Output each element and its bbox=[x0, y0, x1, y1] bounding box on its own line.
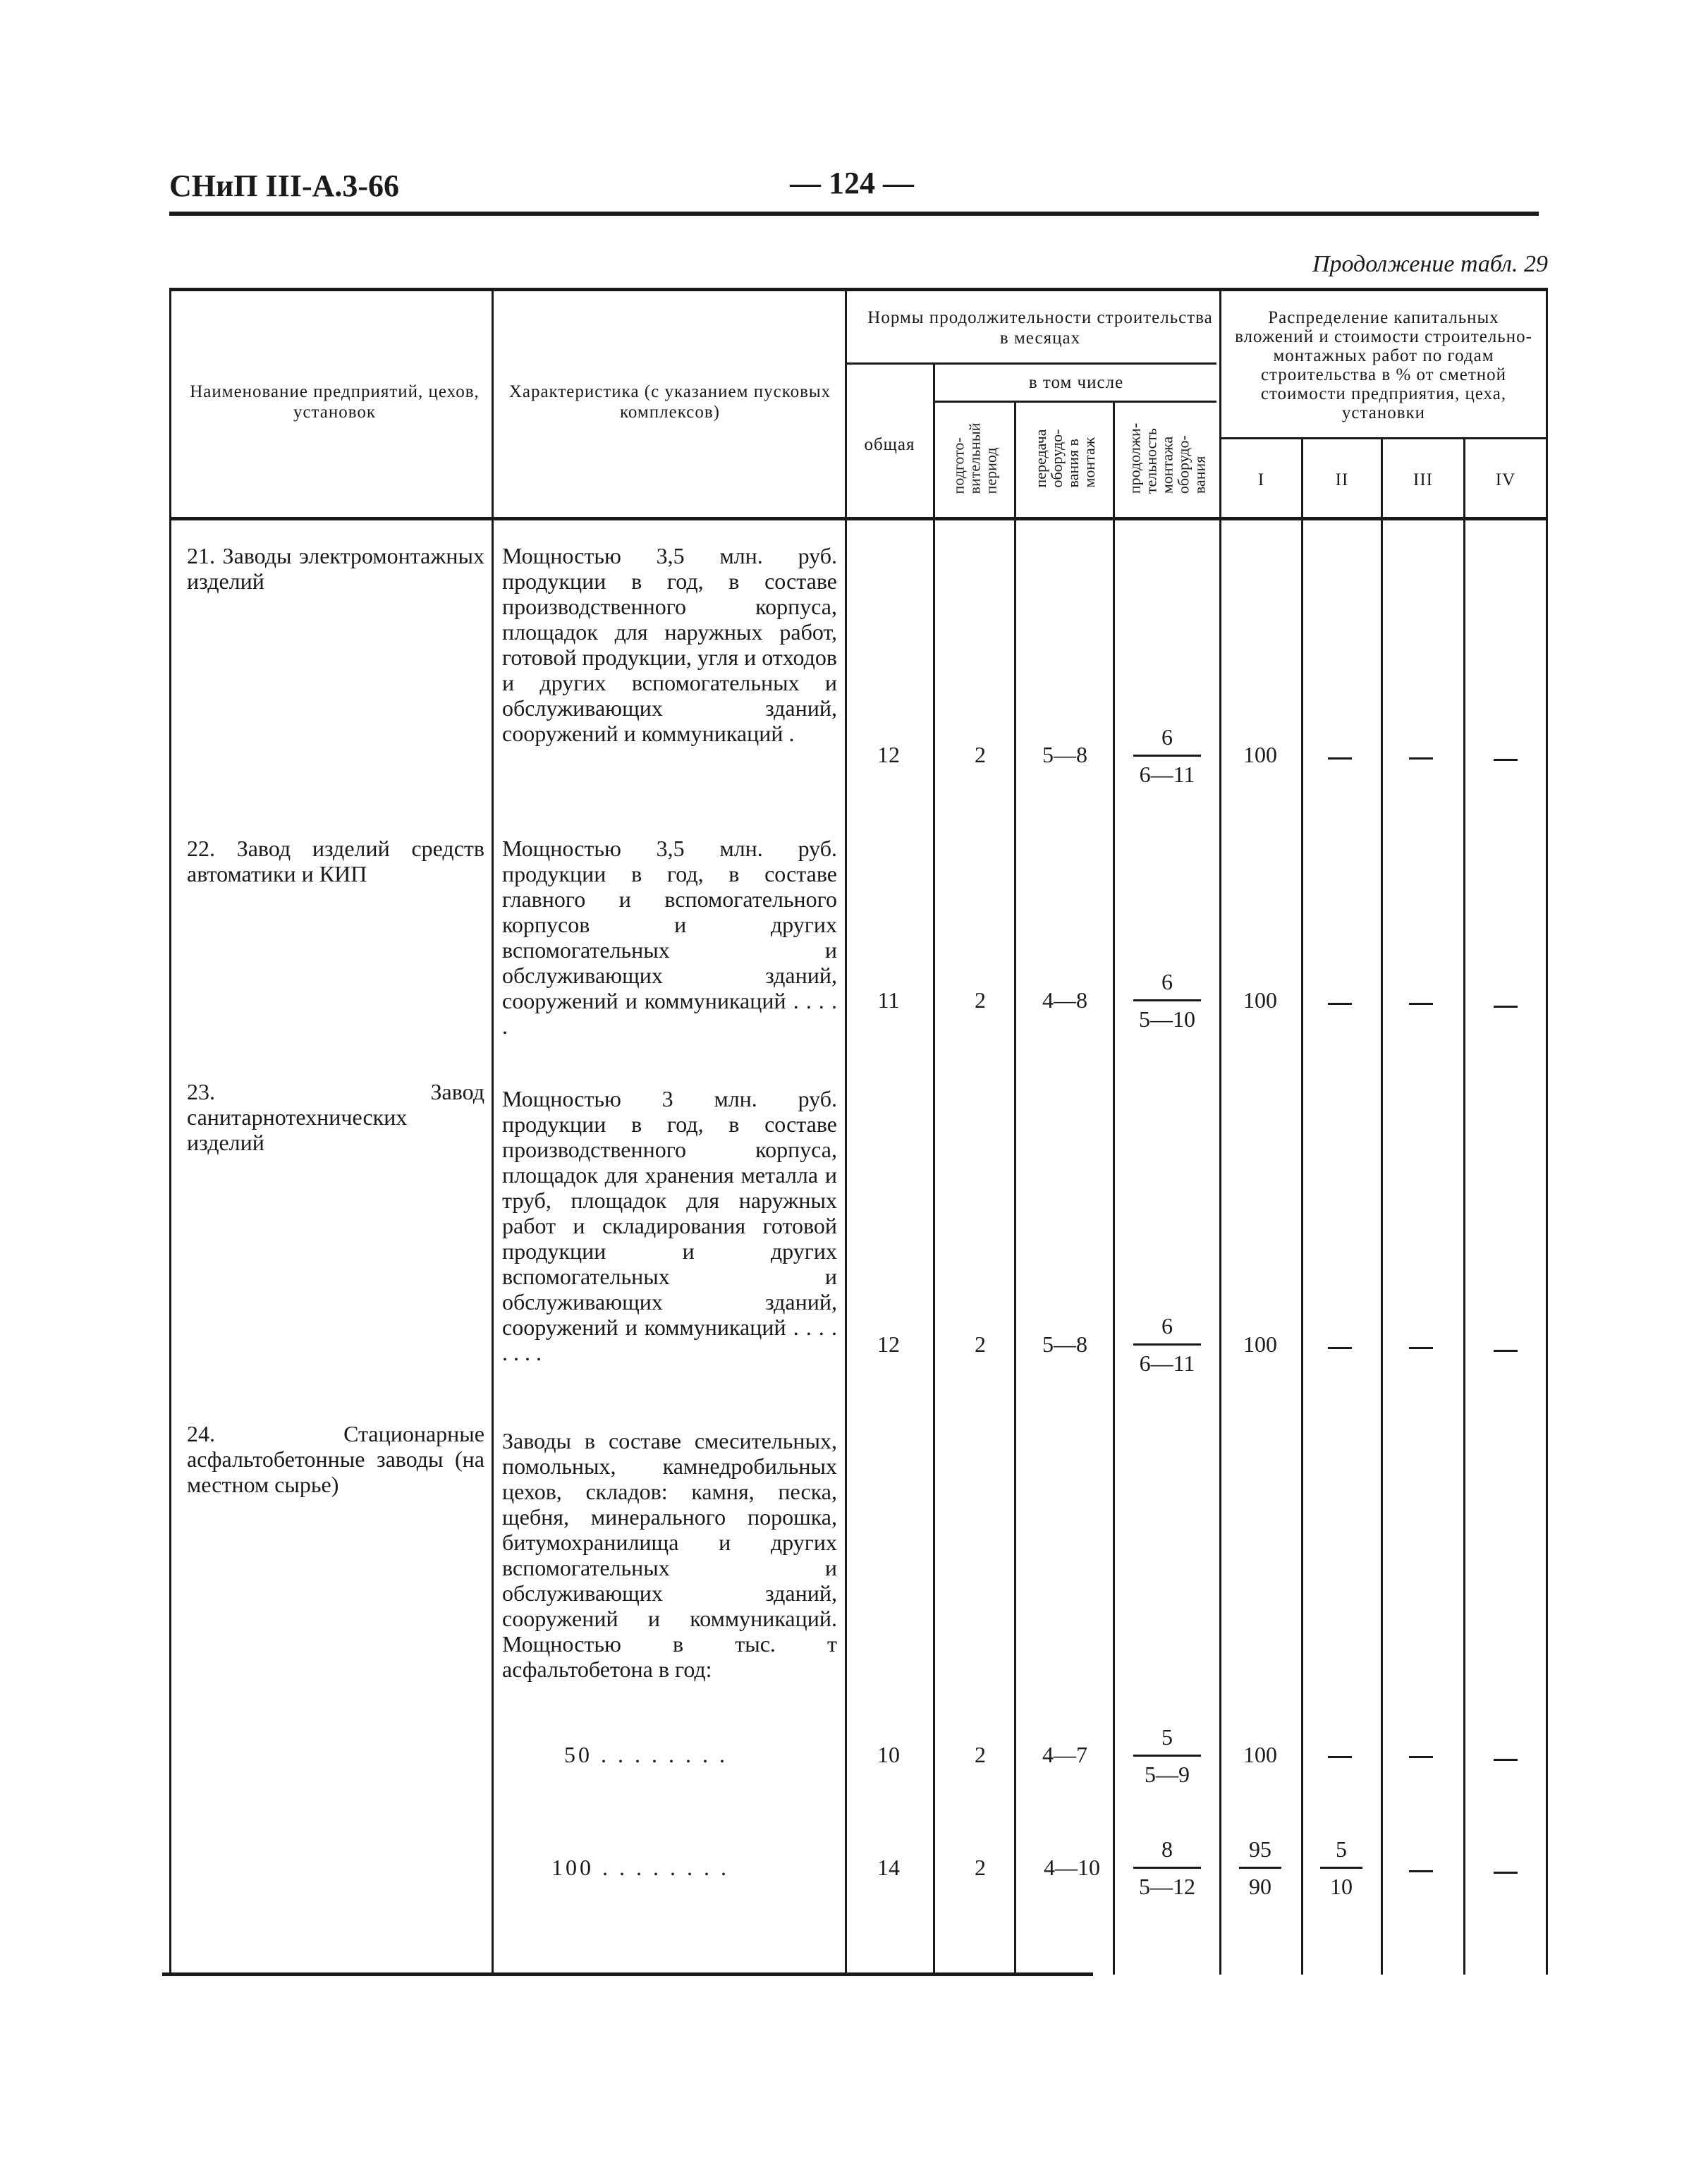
header-year-1: I bbox=[1257, 470, 1265, 489]
value-year-2-dash bbox=[1328, 1347, 1352, 1349]
header-year-2: II bbox=[1335, 470, 1349, 489]
col-rule-year1 bbox=[1301, 437, 1303, 1975]
value-year-4-dash bbox=[1494, 1759, 1518, 1761]
fraction-bar bbox=[1320, 1867, 1362, 1869]
value-transfer: 5—8 bbox=[1042, 1331, 1087, 1357]
value-prep: 2 bbox=[975, 1331, 986, 1357]
header-bottom-rule bbox=[169, 517, 1548, 520]
row-description: Мощностью 3 млн. руб. продукции в год, в составе производственного корпуса, площадок для хранения металла и труб, площадок для наружных работ и складирования готовой продукции и других вспомогательных и обслуживающих зданий, сооружений и коммуникаций . . . . . . . . bbox=[502, 1086, 837, 1365]
header-distribution-group: Распределение капитальных вложений и стоимости строительно-монтажных работ по годам строительства в % от сметной стоимости предприятия, цеха, установки bbox=[1235, 307, 1532, 422]
header-rule bbox=[169, 212, 1539, 216]
fraction-denominator: 90 bbox=[1249, 1874, 1271, 1899]
header-install: продолжи- тельность монтажа оборудо- вания bbox=[1126, 422, 1209, 494]
header-transfer: передача оборудо- вания в монтаж bbox=[1032, 429, 1098, 488]
header-duration-group: Нормы продолжительности строительства в месяцах bbox=[867, 308, 1213, 348]
fraction-denominator: 5—9 bbox=[1145, 1762, 1190, 1787]
subheader-rule-years bbox=[1221, 437, 1548, 439]
value-total: 12 bbox=[877, 1331, 900, 1357]
subheader-rule-including bbox=[934, 401, 1216, 403]
value-prep: 2 bbox=[975, 742, 986, 767]
row-name: 21. Заводы электромонтажных изделий bbox=[187, 543, 484, 594]
value-year-3-dash bbox=[1409, 1003, 1433, 1005]
value-year-4-dash bbox=[1494, 1350, 1518, 1352]
row-name: 23. Завод санитарнотехнических изделий bbox=[187, 1079, 484, 1155]
col-rule-total bbox=[933, 362, 935, 1975]
col-rule-year2 bbox=[1381, 437, 1383, 1975]
fraction-bar bbox=[1239, 1867, 1281, 1869]
value-year-3-dash bbox=[1409, 757, 1433, 760]
header-year-4: IV bbox=[1495, 470, 1516, 489]
value-year-3-dash bbox=[1409, 1756, 1433, 1758]
fraction-denominator: 6—11 bbox=[1139, 1350, 1195, 1376]
col-rule-name bbox=[492, 289, 494, 1975]
subheader-rule-duration bbox=[846, 362, 1216, 365]
row-description: Мощностью 3,5 млн. руб. продукции в год, в составе производственного корпуса, площадок для наружных работ, готовой продукции, угля и отходов и других вспомогательных и обслуживающих зданий, сооружений и коммуникаций . bbox=[502, 543, 838, 746]
value-total: 14 bbox=[877, 1855, 900, 1880]
page-number: — 124 — bbox=[790, 166, 914, 200]
value-install-fraction bbox=[1133, 1835, 1201, 1901]
fraction-denominator: 6—11 bbox=[1139, 762, 1195, 787]
value-year-3-dash bbox=[1409, 1347, 1433, 1349]
header-characteristic: Характеристика (с указанием пусковых комплексов) bbox=[508, 382, 831, 422]
value-year-1: 100 bbox=[1243, 987, 1277, 1013]
header-name: Наименование предприятий, цехов, установок bbox=[190, 382, 480, 422]
col-rule-characteristic bbox=[845, 289, 847, 1975]
col-rule-right bbox=[1546, 289, 1548, 1975]
row-name: 22. Завод изделий средств автоматики и КИП bbox=[187, 836, 484, 886]
value-year-4-dash bbox=[1494, 759, 1518, 761]
fraction-bar bbox=[1133, 1343, 1201, 1346]
value-transfer: 5—8 bbox=[1042, 742, 1087, 767]
value-install-fraction bbox=[1133, 968, 1201, 1033]
value-total: 11 bbox=[877, 987, 900, 1013]
fraction-numerator: 5 bbox=[1336, 1836, 1347, 1862]
value-year-1-fraction bbox=[1239, 1835, 1281, 1901]
value-year-2-fraction bbox=[1320, 1835, 1362, 1901]
fraction-bar bbox=[1133, 999, 1201, 1001]
header-year-3: III bbox=[1413, 470, 1433, 489]
value-install-fraction bbox=[1133, 1723, 1201, 1788]
value-year-2-dash bbox=[1328, 1003, 1352, 1005]
value-prep: 2 bbox=[975, 987, 986, 1013]
fraction-bar bbox=[1133, 755, 1201, 757]
value-year-1: 100 bbox=[1243, 1331, 1277, 1357]
row-description: Заводы в составе смесительных, помольных, камнедробильных цехов, складов: камня, песка, щебня, минерального порошка, битумохранилища и других вспомогательных и обслуживающих зданий, сооружений и коммуникаций. Мощностью в тыс. т асфальтобетона в год: bbox=[502, 1428, 837, 1682]
table-top-rule bbox=[169, 288, 1548, 291]
value-year-4-dash bbox=[1494, 1006, 1518, 1008]
value-year-1: 100 bbox=[1243, 742, 1277, 767]
fraction-bar bbox=[1133, 1755, 1201, 1757]
fraction-numerator: 6 bbox=[1161, 969, 1173, 994]
document-code: СНиП III-А.3-66 bbox=[169, 169, 400, 203]
row-name: 24. Стационарные асфальтобетонные заводы (на местном сырье) bbox=[187, 1421, 484, 1497]
col-rule-install bbox=[1219, 289, 1221, 1975]
value-prep: 2 bbox=[975, 1742, 986, 1767]
fraction-denominator: 5—12 bbox=[1139, 1874, 1195, 1899]
value-total: 10 bbox=[877, 1742, 900, 1767]
value-install-fraction bbox=[1133, 723, 1201, 788]
fraction-bar bbox=[1133, 1867, 1201, 1869]
col-rule-prep bbox=[1014, 401, 1016, 1975]
header-total: общая bbox=[864, 434, 915, 454]
value-year-1: 100 bbox=[1243, 1742, 1277, 1767]
fraction-denominator: 5—10 bbox=[1139, 1006, 1195, 1032]
header-prep: подгото- вительный период bbox=[949, 422, 1000, 494]
value-transfer: 4—7 bbox=[1042, 1742, 1087, 1767]
value-year-2-dash bbox=[1328, 1756, 1352, 1758]
fraction-numerator: 8 bbox=[1161, 1836, 1173, 1862]
fraction-denominator: 10 bbox=[1330, 1874, 1353, 1899]
value-total: 12 bbox=[877, 742, 900, 767]
fraction-numerator: 5 bbox=[1161, 1724, 1173, 1750]
col-rule-left bbox=[169, 289, 171, 1975]
row-description: Мощностью 3,5 млн. руб. продукции в год, в составе главного и вспомогательного корпусов и других вспомогательных и обслуживающих зданий, сооружений и коммуникаций . . . . . bbox=[502, 836, 837, 1039]
value-transfer: 4—10 bbox=[1044, 1855, 1100, 1880]
table-bottom-rule bbox=[162, 1972, 1093, 1976]
fraction-numerator: 95 bbox=[1249, 1836, 1271, 1862]
capacity-label: 100 . . . . . . . . bbox=[551, 1855, 729, 1880]
header-including: в том числе bbox=[1028, 372, 1124, 392]
fraction-numerator: 6 bbox=[1161, 1313, 1173, 1338]
value-year-4-dash bbox=[1494, 1872, 1518, 1874]
col-rule-year3 bbox=[1463, 437, 1465, 1975]
table-continuation-label: Продолжение табл. 29 bbox=[1312, 251, 1548, 277]
capacity-label: 50 . . . . . . . . bbox=[564, 1742, 728, 1767]
value-install-fraction bbox=[1133, 1312, 1201, 1377]
value-year-3-dash bbox=[1409, 1870, 1433, 1872]
value-transfer: 4—8 bbox=[1042, 987, 1087, 1013]
col-rule-transfer bbox=[1113, 401, 1115, 1975]
fraction-numerator: 6 bbox=[1161, 724, 1173, 750]
value-year-2-dash bbox=[1328, 757, 1352, 760]
value-prep: 2 bbox=[975, 1855, 986, 1880]
